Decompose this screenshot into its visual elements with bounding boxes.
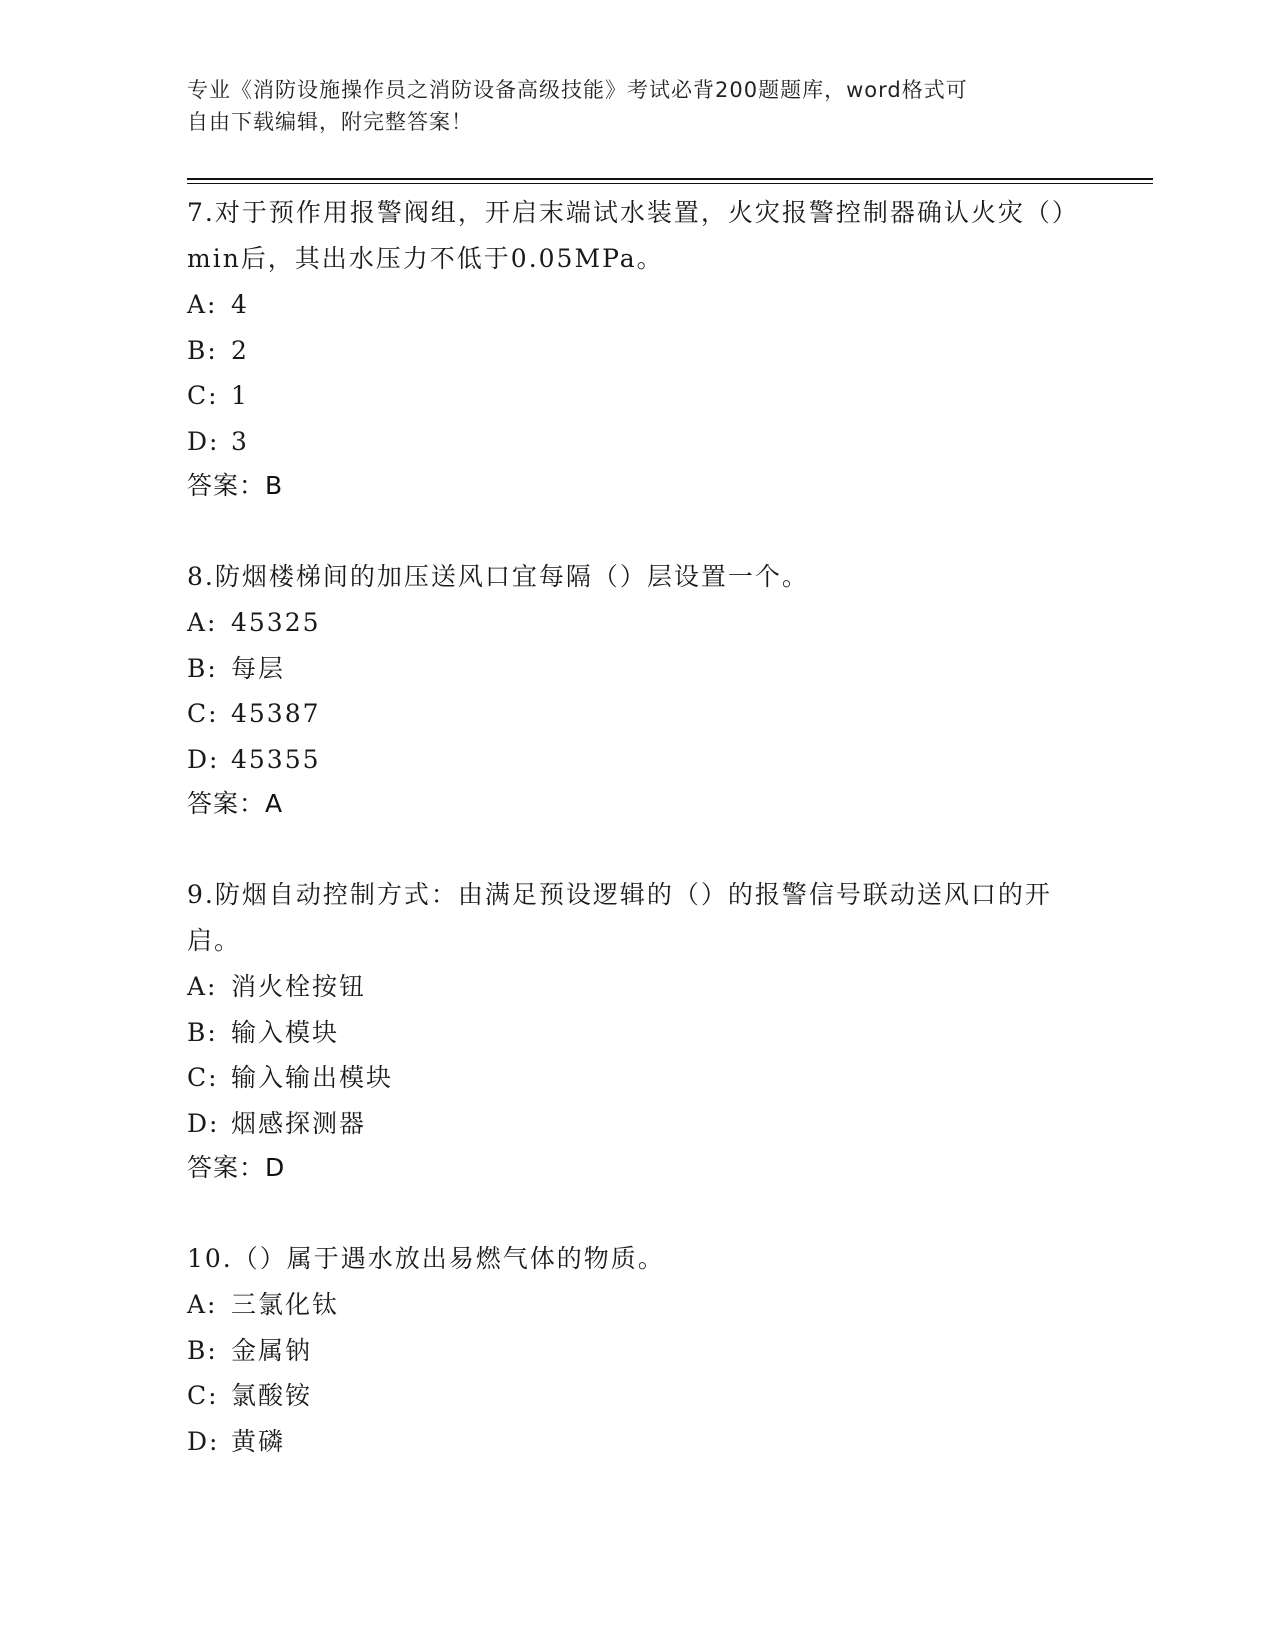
option-letter: D:	[187, 1108, 220, 1138]
option-text: 氯酸铵	[231, 1381, 313, 1410]
option-a	[187, 1282, 1067, 1328]
option-b	[187, 328, 1067, 374]
option-c	[187, 373, 1067, 419]
option-b	[187, 1010, 1067, 1056]
option-letter: B:	[187, 335, 218, 365]
question-stem: 10.（）属于遇水放出易燃气体的物质。	[187, 1244, 665, 1273]
option-c	[187, 1373, 1067, 1419]
option-text: 45325	[231, 608, 321, 637]
option-text: 45355	[231, 744, 321, 774]
option-d	[187, 1101, 1067, 1147]
option-text: 三氯化钛	[231, 1290, 340, 1319]
option-text: 烟感探测器	[231, 1108, 367, 1138]
option-letter: B:	[187, 1017, 218, 1047]
header-line-1: 专业《消防设施操作员之消防设备高级技能》考试必背200题题库，word格式可	[187, 78, 968, 102]
option-a	[187, 600, 1067, 646]
option-text: 1	[231, 381, 249, 410]
option-letter: B:	[187, 1335, 218, 1365]
option-c	[187, 1055, 1067, 1101]
option-letter: D:	[187, 1426, 220, 1456]
option-letter: D:	[187, 744, 220, 774]
question-8	[187, 552, 1067, 826]
option-a	[187, 282, 1067, 328]
option-text: 黄磷	[231, 1426, 286, 1456]
option-text: 4	[231, 290, 249, 319]
option-letter: C:	[187, 699, 219, 728]
question-list	[187, 188, 1067, 1464]
question-stem: 7.对于预作用报警阀组，开启末端试水装置，火灾报警控制器确认火灾（）min后，其出水压力不低于0.05MPa。	[187, 198, 1067, 273]
header-line-2: 自由下载编辑，附完整答案！	[187, 110, 473, 134]
option-text: 输入输出模块	[231, 1063, 394, 1092]
question-spacer	[187, 826, 1067, 870]
option-c	[187, 691, 1067, 737]
option-a	[187, 964, 1067, 1010]
option-letter: A:	[187, 1290, 218, 1319]
option-text: 输入模块	[231, 1017, 340, 1047]
answer-line: 答案：D	[187, 1153, 286, 1182]
option-text: 3	[231, 426, 249, 456]
option-letter: C:	[187, 381, 219, 410]
question-stem: 9.防烟自动控制方式：由满足预设逻辑的（）的报警信号联动送风口的开启。	[187, 880, 1052, 955]
option-d	[187, 737, 1067, 783]
option-text: 2	[231, 335, 249, 365]
question-spacer	[187, 1190, 1067, 1234]
option-letter: A:	[187, 290, 218, 319]
answer-line: 答案：A	[187, 789, 284, 818]
question-stem: 8.防烟楼梯间的加压送风口宜每隔（）层设置一个。	[187, 562, 809, 591]
option-letter: A:	[187, 972, 218, 1001]
option-letter: A:	[187, 608, 218, 637]
option-text: 金属钠	[231, 1335, 313, 1365]
question-10	[187, 1234, 1067, 1464]
option-letter: B:	[187, 653, 218, 683]
question-9	[187, 870, 1067, 1190]
header-divider-thick	[187, 178, 1153, 180]
option-b	[187, 1328, 1067, 1374]
option-letter: D:	[187, 426, 220, 456]
option-text: 消火栓按钮	[231, 972, 367, 1001]
document-header	[187, 74, 1067, 138]
option-letter: C:	[187, 1063, 219, 1092]
option-text: 45387	[231, 699, 321, 728]
option-letter: C:	[187, 1381, 219, 1410]
header-divider-thin	[187, 183, 1153, 184]
question-7	[187, 188, 1067, 508]
option-b	[187, 646, 1067, 692]
answer-line: 答案：B	[187, 471, 284, 500]
question-spacer	[187, 508, 1067, 552]
option-d	[187, 419, 1067, 465]
option-text: 每层	[231, 653, 286, 683]
option-d	[187, 1419, 1067, 1465]
